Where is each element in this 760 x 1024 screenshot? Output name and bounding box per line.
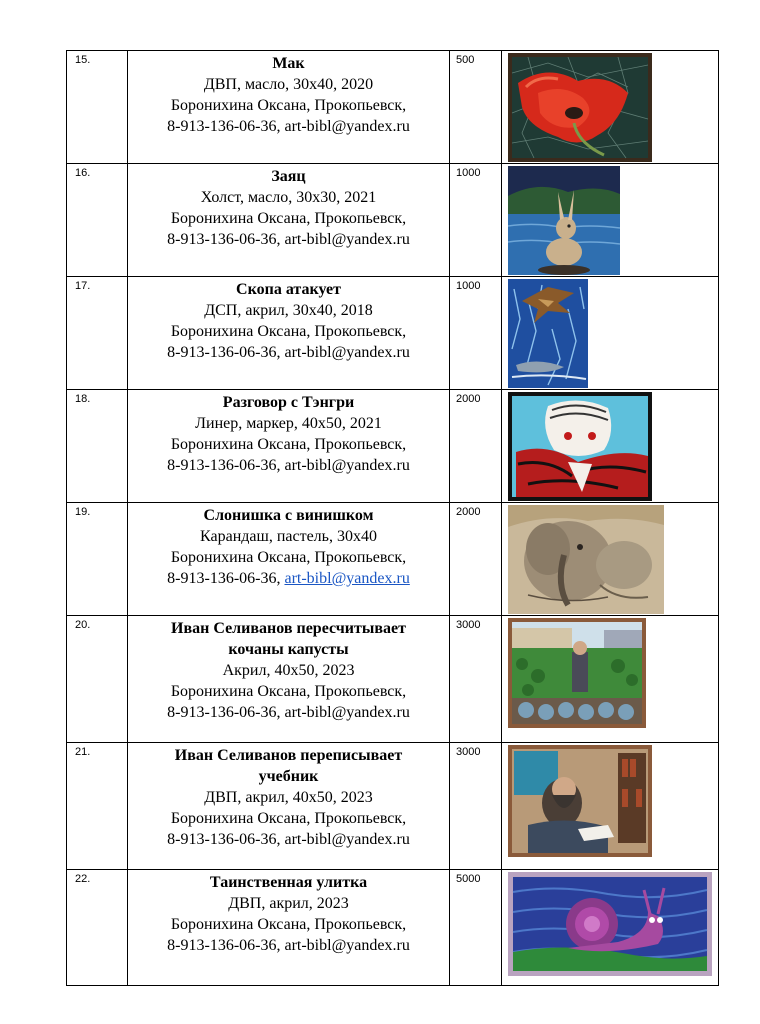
item-number: 21. <box>67 743 128 870</box>
item-title-line-2: кочаны капусты <box>228 641 349 658</box>
item-author: Боронихина Оксана, Прокопьевск, <box>170 549 407 566</box>
item-price: 3000 <box>450 743 502 870</box>
item-number: 19. <box>67 503 128 616</box>
item-author: Боронихина Оксана, Прокопьевск, <box>170 323 407 340</box>
item-email: art-bibl@yandex.ru <box>284 344 410 361</box>
item-author: Боронихина Оксана, Прокопьевск, <box>170 683 407 700</box>
item-description <box>128 51 450 164</box>
item-title: Разговор с Тэнгри <box>222 394 355 411</box>
item-phone: 8-913-136-06-36, <box>167 231 281 248</box>
item-number: 15. <box>67 51 128 164</box>
item-phone: 8-913-136-06-36, <box>167 457 281 474</box>
item-phone: 8-913-136-06-36, <box>167 118 281 135</box>
item-email: art-bibl@yandex.ru <box>284 831 410 848</box>
hare-painting-image <box>508 166 620 275</box>
artwork-catalog-table <box>66 50 719 986</box>
item-details: ДВП, масло, 30x40, 2020 <box>203 76 374 93</box>
item-email: art-bibl@yandex.ru <box>284 118 410 135</box>
item-image-cell <box>502 616 719 743</box>
item-details: Холст, масло, 30x30, 2021 <box>200 189 377 206</box>
item-author: Боронихина Оксана, Прокопьевск, <box>170 210 407 227</box>
table-row <box>67 870 719 986</box>
table-row <box>67 743 719 870</box>
item-image-cell <box>502 743 719 870</box>
item-contact <box>128 829 449 850</box>
item-title: Мак <box>272 55 305 72</box>
item-author: Боронихина Оксана, Прокопьевск, <box>170 436 407 453</box>
item-phone: 8-913-136-06-36, <box>167 570 281 587</box>
item-description <box>128 743 450 870</box>
item-details: ДВП, акрил, 2023 <box>228 895 349 912</box>
cabbage-painting-image <box>508 618 646 728</box>
item-title: Заяц <box>271 168 306 185</box>
item-phone: 8-913-136-06-36, <box>167 937 281 954</box>
item-phone: 8-913-136-06-36, <box>167 704 281 721</box>
item-number: 18. <box>67 390 128 503</box>
item-price: 3000 <box>450 616 502 743</box>
item-contact <box>128 935 449 956</box>
item-phone: 8-913-136-06-36, <box>167 831 281 848</box>
item-title-line-2: учебник <box>258 768 319 785</box>
item-details: Акрил, 40x50, 2023 <box>222 662 355 679</box>
item-image-cell <box>502 277 719 390</box>
item-number: 16. <box>67 164 128 277</box>
item-price: 500 <box>450 51 502 164</box>
item-title-line-1: Иван Селиванов переписывает <box>174 747 403 764</box>
item-price: 2000 <box>450 503 502 616</box>
item-email: art-bibl@yandex.ru <box>284 937 410 954</box>
item-email: art-bibl@yandex.ru <box>284 704 410 721</box>
table-row <box>67 51 719 164</box>
item-email: art-bibl@yandex.ru <box>284 231 410 248</box>
item-contact <box>128 568 449 589</box>
table-row <box>67 277 719 390</box>
item-details: Линер, маркер, 40x50, 2021 <box>195 415 382 432</box>
item-title: Слонишка с винишком <box>203 507 374 524</box>
textbook-painting-image <box>508 745 652 857</box>
item-image-cell <box>502 51 719 164</box>
item-contact <box>128 455 449 476</box>
table-row <box>67 503 719 616</box>
item-details: ДСП, акрил, 30x40, 2018 <box>204 302 373 319</box>
osprey-painting-image <box>508 279 588 388</box>
item-price: 2000 <box>450 390 502 503</box>
poppy-painting-image <box>508 53 652 162</box>
item-image-cell <box>502 503 719 616</box>
item-description <box>128 503 450 616</box>
item-author: Боронихина Оксана, Прокопьевск, <box>170 916 407 933</box>
item-image-cell <box>502 390 719 503</box>
item-description <box>128 164 450 277</box>
item-number: 20. <box>67 616 128 743</box>
item-contact <box>128 702 449 723</box>
item-author: Боронихина Оксана, Прокопьевск, <box>170 810 407 827</box>
item-phone: 8-913-136-06-36, <box>167 344 281 361</box>
item-author: Боронихина Оксана, Прокопьевск, <box>170 97 407 114</box>
elephant-drawing-image <box>508 505 664 614</box>
item-description <box>128 277 450 390</box>
item-title: Таинственная улитка <box>209 874 368 891</box>
table-row <box>67 616 719 743</box>
item-contact <box>128 116 449 137</box>
item-description <box>128 616 450 743</box>
item-number: 22. <box>67 870 128 986</box>
item-number: 17. <box>67 277 128 390</box>
item-contact <box>128 229 449 250</box>
item-description <box>128 390 450 503</box>
snail-painting-image <box>508 872 712 976</box>
table-row <box>67 164 719 277</box>
item-email: art-bibl@yandex.ru <box>284 457 410 474</box>
item-price: 5000 <box>450 870 502 986</box>
item-title: Скопа атакует <box>236 281 341 298</box>
item-price: 1000 <box>450 164 502 277</box>
item-details: ДВП, акрил, 40x50, 2023 <box>204 789 373 806</box>
item-image-cell <box>502 164 719 277</box>
item-contact <box>128 342 449 363</box>
item-details: Карандаш, пастель, 30x40 <box>200 528 377 545</box>
item-price: 1000 <box>450 277 502 390</box>
item-title-line-1: Иван Селиванов пересчитывает <box>171 620 406 637</box>
table-row <box>67 390 719 503</box>
tengri-painting-image <box>508 392 652 501</box>
item-description <box>128 870 450 986</box>
item-image-cell <box>502 870 719 986</box>
item-email-link[interactable]: art-bibl@yandex.ru <box>284 570 410 587</box>
